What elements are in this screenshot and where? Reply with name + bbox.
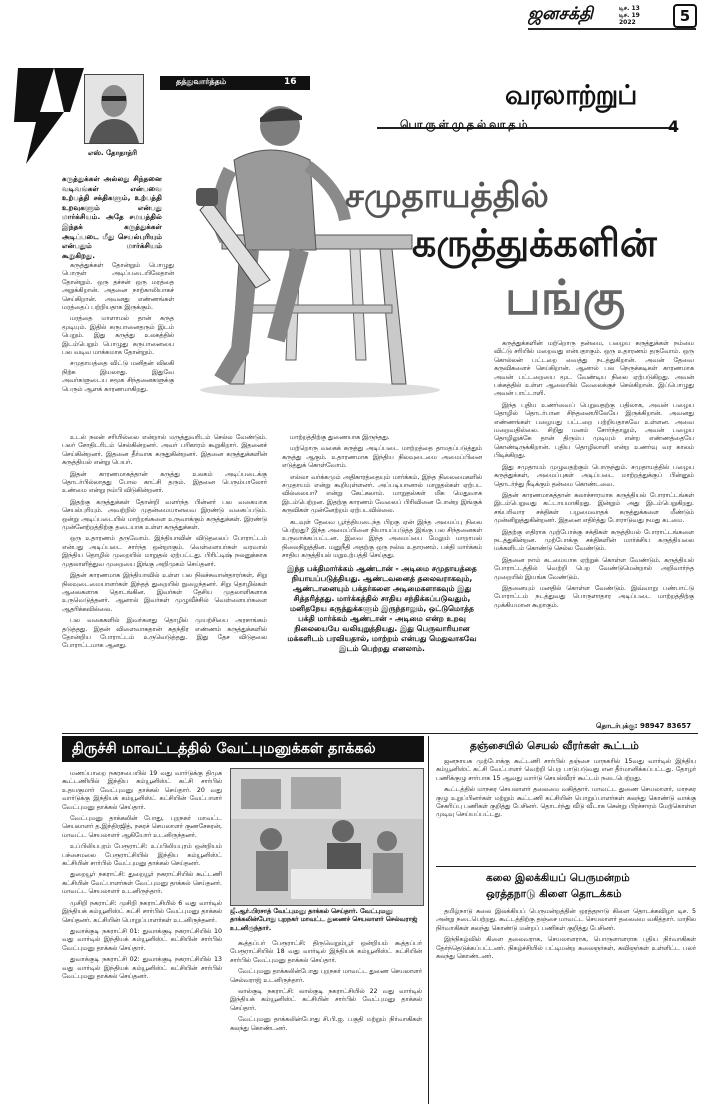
article-paragraph: இதனையும் மனதில் கொள்ள வேண்டும். இவ்வாறு பண்பாட்டு போராட்டம் நடத்துவது பொருளாதார அடிப்படை மாற்றத்திற்கு முக்கியமான கூறாகும்.	[494, 584, 694, 609]
section-divider	[62, 733, 698, 734]
article-paragraph: மற்றொரு வகைக் கருத்து அடிப்படை மாற்றத்தை தாமதப்படுத்தும் கருத்து ஆகும். உதாரணமாக இந்திய நிலவுடைமை அமைப்பினை எடுத்துக் கொள்வோம்.	[282, 445, 482, 470]
kalai-paragraph: இந்நிகழ்வில் கிளை தலைவராக, செயலாளராக, பொருளாளராக புதிய நிர்வாகிகள் தேர்ந்தெடுக்கப்பட்டனர். நிகழ்ச்சியில் பட்டிமன்ற கலைஞர்கள், கவிஞர்கள் உள்ளிட்ட பலர் கலந்து கொண்டனர்.	[436, 936, 696, 961]
trichy-paragraph: வேட்புமனு தாக்கலின் போது, புறநகர் மாவட்ட செயலாளர் த.இந்திரஜித், நகரச் செயலாளர் குணசேகரன், மாவட்ட செயலாளர் ஆகியோர் உடனிருந்தனர்.	[62, 815, 222, 839]
series-tag: தத்துவார்த்தம்	[176, 77, 227, 86]
article-intro: கருத்துக்கள் அல்லது சிந்தனை வடிவங்கள் என்பவை உற்பத்தி சக்திகளும், உற்பத்தி உறவுகளும் என்பது மார்க்சியம். அதே சமயத்தில் இந்தக் கருத்துக்கள் அடிப்படை மீது செயல்புரியும் என்பதும் மார்க்சியம் கூறுகிறது.	[62, 174, 162, 260]
article-col-2	[282, 434, 482, 734]
article-paragraph: எல்லா வர்க்கமும் அதிகாரத்தையும் மார்க்கம், இந்த நிலைமைகளில் சமுதாயம் என்று கூறியுள்ளனர். அப்படியானால் மாறுதல்கள் ஏற்பட வில்லையா? என்று கேட்கலாம். மாறுதல்கள் மிக மெதுவாக இடம்பெற்றன. இதற்கு காரணம் வேலைப் பிரிவினை போன்ற இங்குக் கருவிகள் முன்னேற்றம் ஏற்படவில்லை.	[282, 473, 482, 515]
kalai-headline-2: ஒரத்தநாடு கிளை தொடக்கம்	[486, 888, 622, 900]
thanjai-headline: தஞ்சையில் செயல் வீரர்கள் கூட்டம்	[470, 740, 639, 752]
headline-line-3: பங்கு	[505, 270, 626, 326]
article-paragraph: பல வகைகளில் இவர்களது தொழில் முயற்சியை அரசாங்கம் தடுத்தது. இதன் விளைவாகதான் சுதந்திர எண்ணம் கருத்துக்களில் தோன்றிய போராட்டம் உருவெடுத்தது. இது தேச விடுதலை போராட்டமாக ஆனது.	[62, 617, 267, 650]
article-paragraph: இந்த புதிய உணர்வைப் பெறுவதற்கு பதிலாக, அவன் பழைய தொழில் தொடர்பான சிந்தனையிலேயே இருக்கிறான். அவனது எண்ணங்கள் பழையது பட்டறை பற்றியதாகவே உள்ளன. அவை மறைவதில்லை. சிறிது மனம் சோர்ந்தாலும், அவன் பழைய தொழிலுக்கே தான் திரும்ப முடியும் என்ற எண்ணத்தையே கொண்டிருக்கிறான். புதிய தொழிலாளி என்ற உணர்வு வர காலம் பிடிக்கிறது.	[494, 401, 694, 460]
trichy-photo-image	[231, 769, 423, 905]
thanjai-paragraph: ஜனநாயக முற்போக்கு கூட்டணி சார்பில் தஞ்சை மாநகரில் 15வது வார்டில் இந்திய கம்யூனிஸ்ட் கட்சி வேட்பாளர் வெற்றி பெற பாடுபடுவது என தீர்மானிக்கப்பட்டது. தோழர் பணிக்குழு சார்பாக 15 ஆவது வார்டு செயல்வீரர் கூட்டம் நடைபெற்றது.	[436, 758, 696, 782]
trichy-paragraph: துறையூர் நகராட்சி: துறையூர் நகராட்சியில் கூட்டணி கட்சியின் வேட்பாளர்கள் வேட்புமனு தாக்கல் செய்தனர். மாவட்ட செயலாளர் உடனிருந்தார்.	[62, 871, 222, 896]
article-contact: தொடர்புக்கு: 98947 83657	[596, 722, 692, 730]
author-portrait-icon	[85, 75, 143, 143]
article-paragraph: மாற்றத்திற்கு துணையாக இருந்தது.	[290, 434, 390, 441]
trichy-paragraph: முசிறி நகராட்சி: முசிறி நகராட்சியில் 6 வது வார்டில் இந்தியக் கம்யூனிஸ்ட் கட்சி சார்பில் வேட்புமனு தாக்கல் செய்தனர். கட்சியின் பொறுப்பாளர்கள் உடனிருந்தனர்.	[62, 899, 222, 924]
author-photo	[84, 74, 144, 144]
article-col-1	[62, 174, 162, 263]
article-paragraph: சமுதாயத்தை விட்டு மனிதன் விலகி நிற்க இயலாது. இதுவே அவர்களுடைய சமூக சிந்தனைகளுக்கு பெரும் ஆளக் காரணமாகிறது.	[62, 360, 174, 393]
date-line-1: டிச. 13	[619, 5, 640, 12]
trichy-paragraph: வேட்புமனு தாக்கலின்போது புறநகர் மாவட்ட துணை செயலாளர் செல்வராஜ் உடனிருந்தார்.	[230, 968, 422, 984]
article-paragraph: கருத்துக்கள் தோன்றும் பொழுது பொருள் அடிப்படையிலேதான் தோன்றும். ஒரு தச்சன் ஒரு மரத்தை அறுக்கிறான். அதனை நாற்காலியாகச் செய்கிறான். அவனது எண்ணங்கள் மரத்தைப் பற்றியதாக இருக்கும்.	[62, 262, 174, 312]
page-number: 5	[673, 4, 697, 28]
trichy-photo	[230, 768, 424, 906]
headline-line-1: சமுதாயத்தில்	[345, 176, 549, 216]
article-paragraph: இதனை நாம் கடமையாக ஏற்றுக் கொள்ள வேண்டும். கருத்தியல் போராட்டத்தில் வெற்றி பெற வேண்டுமென்றால் அறிவார்ந்த முறையில் இயங்க வேண்டும்.	[494, 556, 694, 581]
series-tag-number: 16	[284, 77, 297, 87]
trichy-col-right	[230, 940, 422, 1100]
article-paragraph: இதன் காரணமாகத்தான் கருத்து உலகம் அடிப்படைக்கு தொடர்பில்லாதது போல காட்சி தரும். இதனை பெரும்பாலோர் உண்மை என்று நம்பி விடுகின்றனர்.	[62, 470, 267, 495]
vertical-divider	[428, 736, 429, 1104]
article-paragraph: மரத்தை மாளாமல் தான் கருத மூடியும். இதில் கருபானைதரும் இடம் பெறும். இது கருத்து உலகத்தில் இடம்பெறும் பொழுது கருபானையை பல வடிவ மாக்கமாக தோன்றும்.	[62, 315, 174, 357]
trichy-paragraph: கூத்தப்பர் பேரூராட்சி: திருவெறும்பூர் ஒன்றியம் கூத்தப்பர் பேரூராட்சியில் 18 வது வார்டில் இந்தியக் கம்யூனிஸ்ட் கட்சியின் சார்பில் வேட்புமனு தாக்கல் செய்தார்.	[230, 940, 422, 964]
author-name: எஸ். தோதாத்ரி	[88, 149, 138, 157]
date-block	[619, 5, 640, 26]
trichy-paragraph: வேட்புமனு தாக்கலின்போது சி.பி.ஐ. பகுதி மற்றும் நிர்வாகிகள் கலந்து கொண்டனர்.	[230, 1016, 422, 1032]
article-col-1-body	[62, 262, 174, 397]
article-paragraph: கருத்துக்களின் மற்றொரு தன்மை, பழைய கருத்துக்கள் நம்மை விட்டு சரியில் மறைவது என்பதாகும். ஒரு உதாரணம் தருவோம். ஒரு கொல்லன் பட்டறை வைத்து நடத்துகிறான். அவன் தேவை கருவிகளைச் செய்கிறான். ஆனால் பல நெருக்கடிகள் காரணமாக அவன் பட்டறையை மூட வேண்டிய நிலை ஏற்படுகிறது. அவன் பக்கத்தில் உள்ள ஆலையில் வேலைக்குச் செல்கிறான். இப்பொழுது அவன் பாட்டாளி.	[494, 340, 694, 398]
series-title: வரலாற்றுப்	[505, 80, 637, 111]
trichy-paragraph: மணப்பாறை நகரசபையில் 19 வது வார்டுக்கு திமுக கூட்டணியில் இந்திய கம்யூனிஸ்ட் கட்சி சார்பில் உதயகுமார் வேட்புமனு தாக்கல் செய்தார். 20 வது வார்டுக்கு இந்தியக் கம்யூனிஸ்ட் கட்சியின் வேட்பாளர் வேட்புமனு தாக்கல் செய்தார்.	[62, 770, 222, 811]
article-paragraph: இதன் காரணமாகத்தான் கலாச்சாரமாக கருத்தியல் போராட்டங்கள் இடம்பெறுவது கட்டாயமாகிறது. இன்றும் அது இடம்பெறுகிறது. சங்பரிவார சக்திகள் பழமைவாதக் கருத்துக்களை மீண்டும் முன்னிறுத்துகின்றனர். இதனை எதிர்த்து போராடுவது நமது கடமை.	[494, 491, 694, 525]
thanjai-body	[436, 758, 696, 860]
series-subtitle: பொருள்முதல்வாதம்	[400, 118, 531, 131]
article-col-1-lower	[62, 434, 267, 734]
article-paragraph: ஒரு உதாரணம் தருவோம். இந்தியாவின் விடுதலைப் போராட்டம் என்பது அடிப்படை சார்ந்த ஒன்றாகும். வெள்ளையர்கள் வரவால் இந்திய தொழில் முறையில் மாறுதல் ஏற்பட்டது. பிரிட்டிஷ் நலனுக்காக முதலாளித்துவ முறையை இங்கு அறிமுகம் செய்தனர்.	[62, 535, 267, 568]
article-paragraph: இதற்கு கருத்துக்கள் தோன்றி வளர்ந்த பின்னர் பல வகையாக செயல்புரியும். அவற்றில் முதன்மையானவை இரண்டு வகைப்படும். ஒன்று அடிப்படையில் மாற்றங்களை உருவாக்கும் கருத்துக்கள். இரண்டு முன்னேற்றத்திற்கு தடையாக உள்ள கருத்துக்கள்.	[62, 498, 267, 532]
headline-line-2: கருத்துக்களின்	[412, 221, 657, 265]
trichy-paragraph: உப்பிலியபுரம் பேரூராட்சி: உப்பிலியபுரம் ஒன்றியம் பச்சைமலை பேரூராட்சியில் இந்திய கம்யூனிஸ்ட் கட்சியின் சார்பில் வேட்புமனு தாக்கல் செய்தனர்.	[62, 843, 222, 868]
kalai-paragraph: தமிழ்நாடு கலை இலக்கியப் பெருமன்றத்தின் ஒரத்தநாடு கிளை தொடக்கவிழா டிச. 5 அன்று நடைபெற்றது. கூட்டத்திற்கு தஞ்சை மாவட்ட செயலாளர் தலைமை வகித்தார். மாநில நிர்வாகிகள் கலந்து கொண்டு மன்றப் பணிகள் குறித்து பேசினர்.	[436, 908, 696, 932]
part-number: 4	[668, 117, 680, 136]
article-paragraph: இதன் காரணமாக இந்தியாவில் உள்ள பல நிலச்சுவான்தாரர்கள், சிறு நிலவுடைமையாளர்கள் இந்தத் துறையில் நுழைந்தனர். சிறு தொழில்கள் ஆலைகளாக தொடங்கின. இவர்கள் தேசிய முதலாளிகளாக உருவெடுத்தனர். ஆனால் இவர்கள் முழுவீச்சில் வெள்ளையர்களை ஆதரிக்கவில்லை.	[62, 572, 267, 613]
trichy-paragraph: லால்குடி நகராட்சி: லால்குடி நகராட்சியில் 22 வது வார்டில் இந்தியக் கம்யூனிஸ்ட் கட்சியின் சார்பில் வேட்புமனு தாக்கல் செய்தார்.	[230, 988, 422, 1012]
date-line-3: 2022	[619, 19, 636, 26]
thanjai-divider	[436, 866, 696, 867]
thanjai-paragraph: கூட்டத்தில் மாநகர செயலாளர் தலைமை வகித்தார். மாவட்ட துணை செயலாளர், மாநகர குழு உறுப்பினர்கள் மற்றும் கூட்டணி கட்சியின் பொறுப்பாளர்கள் கலந்து கொண்டு வாக்கு சேகரிப்பு பணிகள் குறித்து பேசினர். தொடர்ந்து வீடு வீடாக சென்று பிரச்சாரம் மேற்கொள்ள முடிவு செய்யப்பட்டது.	[436, 786, 696, 819]
article-col-3	[494, 340, 694, 725]
article-paragraph: இது சமுதாயம் முழுவதற்கும் பொருந்தும். சமுதாயத்தில் பழைய கருத்துக்கள், அமைப்புகள் அடிப்படை மாற்றத்துக்குப் பின்னும் தொடர்ந்து நீடிக்கும் தன்மை கொண்டவை.	[494, 463, 694, 488]
trichy-col-left	[62, 770, 222, 1100]
masthead: ஜனசக்தி	[528, 4, 593, 24]
lightning-logo-icon	[6, 66, 88, 166]
date-line-2: டிச. 19	[619, 12, 640, 19]
article-paragraph: உடல் நலன் சரியில்லை என்றால் மருத்துவரிடம் செல்ல வேண்டும். பலர் சோதிடரிடம் செல்கின்றனர். அவர் பரிகாரம் கூறுகிறார். இதனைச் செய்கின்றனர். இதனை தீர்வாக கருதுகின்றனர். இதனை கருத்துக்களின் கருத்தியல் என்று பெயர்.	[62, 434, 267, 467]
trichy-paragraph: துவாக்குடி நகராட்சி 01: துவாக்குடி நகராட்சியில் 10 வது வார்டில் இந்தியக் கம்யூனிஸ்ட் கட்சியின் சார்பில் வேட்புமனு தாக்கல் செய்தார்.	[62, 927, 222, 952]
article-paragraph: இதற்கு எதிராக முற்போக்கு சக்திகள் கருத்தியல் போராட்டங்களை நடத்துகின்றன. முற்போக்கு சக்திகளின் மார்க்சிய கருத்தியலை மக்களிடம் கொண்டு செல்ல வேண்டும்.	[494, 528, 694, 553]
kalai-body	[436, 908, 696, 1103]
header-rule	[528, 28, 696, 30]
article-highlight: இந்த பக்திமார்க்கம் ஆண்டான் - அடிமை சமுதாயத்தை நியாயப்படுத்தியது. ஆண்டவனைத் தலைவராகவும், ஆண்டானையும் பக்தர்களை அடிமைகளாகவும் இது சித்தரித்தது. மார்க்கத்தில் சாதிய சந்திக்கப்படுவதும், மனிதநேய கருத்துக்களும் இருந்தாலும், ஒட்டுமொத்த பக்தி மார்க்கம் ஆண்டான் - அடிமை என்ற உறவு நிலையையே வலியுறுத்தியது. இது பெருவாரியான மக்களிடம் பரவியதால், மாற்றம் என்பது மெதுவாகவே இடம் பெற்றது எனலாம்.	[287, 563, 477, 653]
article-paragraph: கடவுள் தேவை பூர்த்தியடைந்த பிறகு ஏன் இந்த அமைப்பு நிலை பெற்றது? இந்த அமைப்பினை நியாயப்படுத்த இங்கு பல சிந்தனைகள் உருவாக்கப்பட்டன. இவை இந்த அமைப்பை மேலும் மாறாமல் நிலைநிறுத்தின. மனுநீதி அதற்கு ஒரு நல்ல உதாரணம். பக்தி மார்க்கம் சாதிய கருத்தியல் மறுஉற்பத்தி செய்தது.	[282, 518, 482, 560]
trichy-paragraph: துவாக்குடி நகராட்சி 02: துவாக்குடி நகராட்சியில் 13 வது வார்டில் இந்தியக் கம்யூனிஸ்ட் கட்சியின் சார்பில் வேட்புமனு தாக்கல் செய்தனர்.	[62, 956, 222, 980]
trichy-headline: திருச்சி மாவட்டத்தில் வேட்புமனுக்கள் தாக்கல்	[72, 741, 376, 757]
trichy-photo-caption: ஜீ.ஆர்.பிரசாத் வேட்புமனு தாக்கல் செய்தார். வேட்புமனு தாக்கலின்போது புறநகர் மாவட்ட துணைச் செயலாளர் செல்வராஜ் உடனிருந்தார்.	[230, 908, 418, 932]
kalai-headline-1: கலை இலக்கியப் பெருமன்றம்	[486, 872, 630, 884]
